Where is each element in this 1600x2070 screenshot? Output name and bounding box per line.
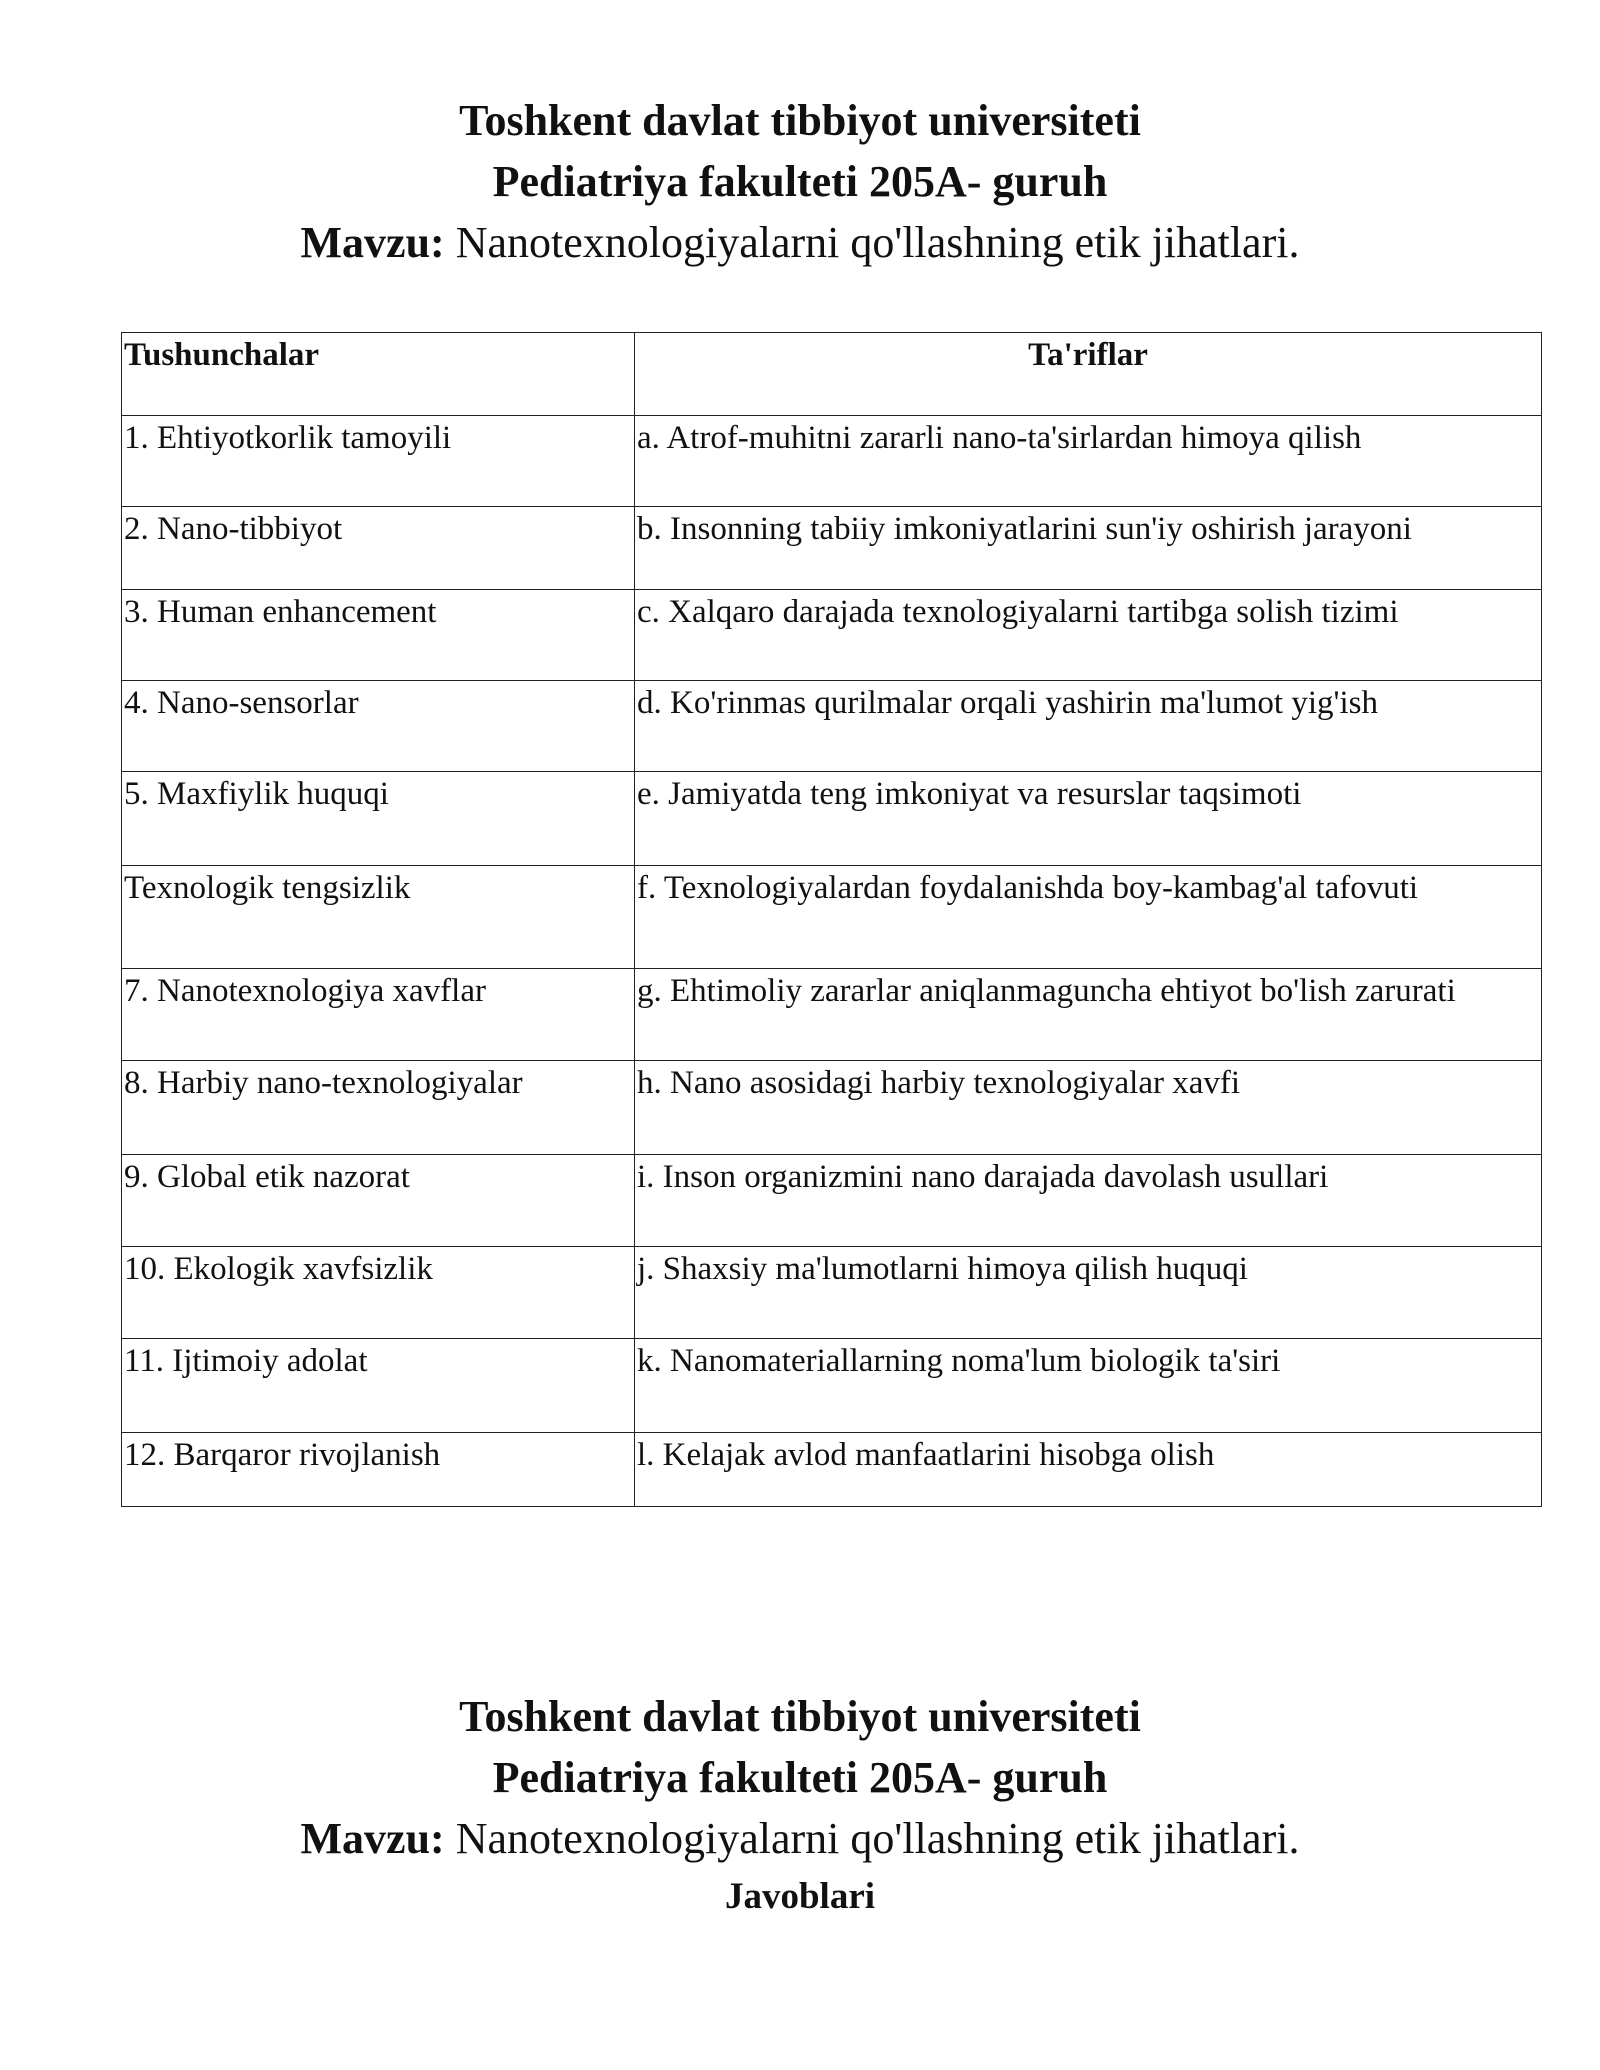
university-title: Toshkent davlat tibbiyot universiteti — [459, 96, 1141, 145]
table-row — [122, 1339, 1542, 1433]
definition-cell: b. Insonning tabiiy imkoniyatlarini sun'iy oshirish jarayoni — [635, 507, 1542, 590]
term-cell: 10. Ekologik xavfsizlik — [122, 1247, 635, 1339]
term-cell: 7. Nanotexnologiya xavflar — [122, 969, 635, 1061]
document-header — [0, 90, 1600, 273]
topic-line — [0, 1808, 1600, 1869]
definition-cell: e. Jamiyatda teng imkoniyat va resurslar taqsimoti — [635, 772, 1542, 866]
term-cell: 5. Maxfiylik huquqi — [122, 772, 635, 866]
term-cell: 2. Nano-tibbiyot — [122, 507, 635, 590]
table-header-row — [122, 333, 1542, 416]
definition-cell: k. Nanomateriallarning noma'lum biologik ta'siri — [635, 1339, 1542, 1433]
definition-cell: f. Texnologiyalardan foydalanishda boy-kambag'al tafovuti — [635, 866, 1542, 969]
term-cell: 9. Global etik nazorat — [122, 1155, 635, 1247]
definition-cell: l. Kelajak avlod manfaatlarini hisobga olish — [635, 1433, 1542, 1507]
table-row — [122, 1155, 1542, 1247]
faculty-group-title: Pediatriya fakulteti 205A- guruh — [492, 157, 1108, 206]
topic-text: Nanotexnologiyalarni qo'llashning etik jihatlari. — [444, 218, 1300, 267]
topic-label: Mavzu: — [300, 218, 445, 267]
term-cell: 8. Harbiy nano-texnologiyalar — [122, 1061, 635, 1155]
header-terms: Tushunchalar — [122, 333, 635, 416]
topic-line — [0, 212, 1600, 273]
term-cell: 11. Ijtimoiy adolat — [122, 1339, 635, 1433]
term-cell: 3. Human enhancement — [122, 590, 635, 681]
matching-table — [121, 332, 1542, 1507]
term-cell: 4. Nano-sensorlar — [122, 681, 635, 772]
definition-cell: h. Nano asosidagi harbiy texnologiyalar xavfi — [635, 1061, 1542, 1155]
definition-cell: j. Shaxsiy ma'lumotlarni himoya qilish huquqi — [635, 1247, 1542, 1339]
university-title: Toshkent davlat tibbiyot universiteti — [459, 1692, 1141, 1741]
answers-title: Javoblari — [724, 1876, 876, 1917]
term-cell: 12. Barqaror rivojlanish — [122, 1433, 635, 1507]
answers-header — [0, 1686, 1600, 1924]
term-cell: Texnologik tengsizlik — [122, 866, 635, 969]
faculty-group-title: Pediatriya fakulteti 205A- guruh — [492, 1753, 1108, 1802]
term-cell: 1. Ehtiyotkorlik tamoyili — [122, 416, 635, 507]
table-row — [122, 681, 1542, 772]
header-definitions: Ta'riflar — [635, 333, 1542, 416]
table-row — [122, 416, 1542, 507]
definition-cell: i. Inson organizmini nano darajada davolash usullari — [635, 1155, 1542, 1247]
table-row — [122, 772, 1542, 866]
table-row — [122, 1433, 1542, 1507]
table-row — [122, 1247, 1542, 1339]
table-row — [122, 866, 1542, 969]
definition-cell: c. Xalqaro darajada texnologiyalarni tartibga solish tizimi — [635, 590, 1542, 681]
definition-cell: d. Ko'rinmas qurilmalar orqali yashirin ma'lumot yig'ish — [635, 681, 1542, 772]
definition-cell: g. Ehtimoliy zararlar aniqlanmaguncha ehtiyot bo'lish zarurati — [635, 969, 1542, 1061]
topic-text: Nanotexnologiyalarni qo'llashning etik jihatlari. — [444, 1814, 1300, 1863]
table-row — [122, 590, 1542, 681]
topic-label: Mavzu: — [300, 1814, 445, 1863]
table-row — [122, 1061, 1542, 1155]
definition-cell: a. Atrof-muhitni zararli nano-ta'sirlardan himoya qilish — [635, 416, 1542, 507]
table-row — [122, 969, 1542, 1061]
table-row — [122, 507, 1542, 590]
